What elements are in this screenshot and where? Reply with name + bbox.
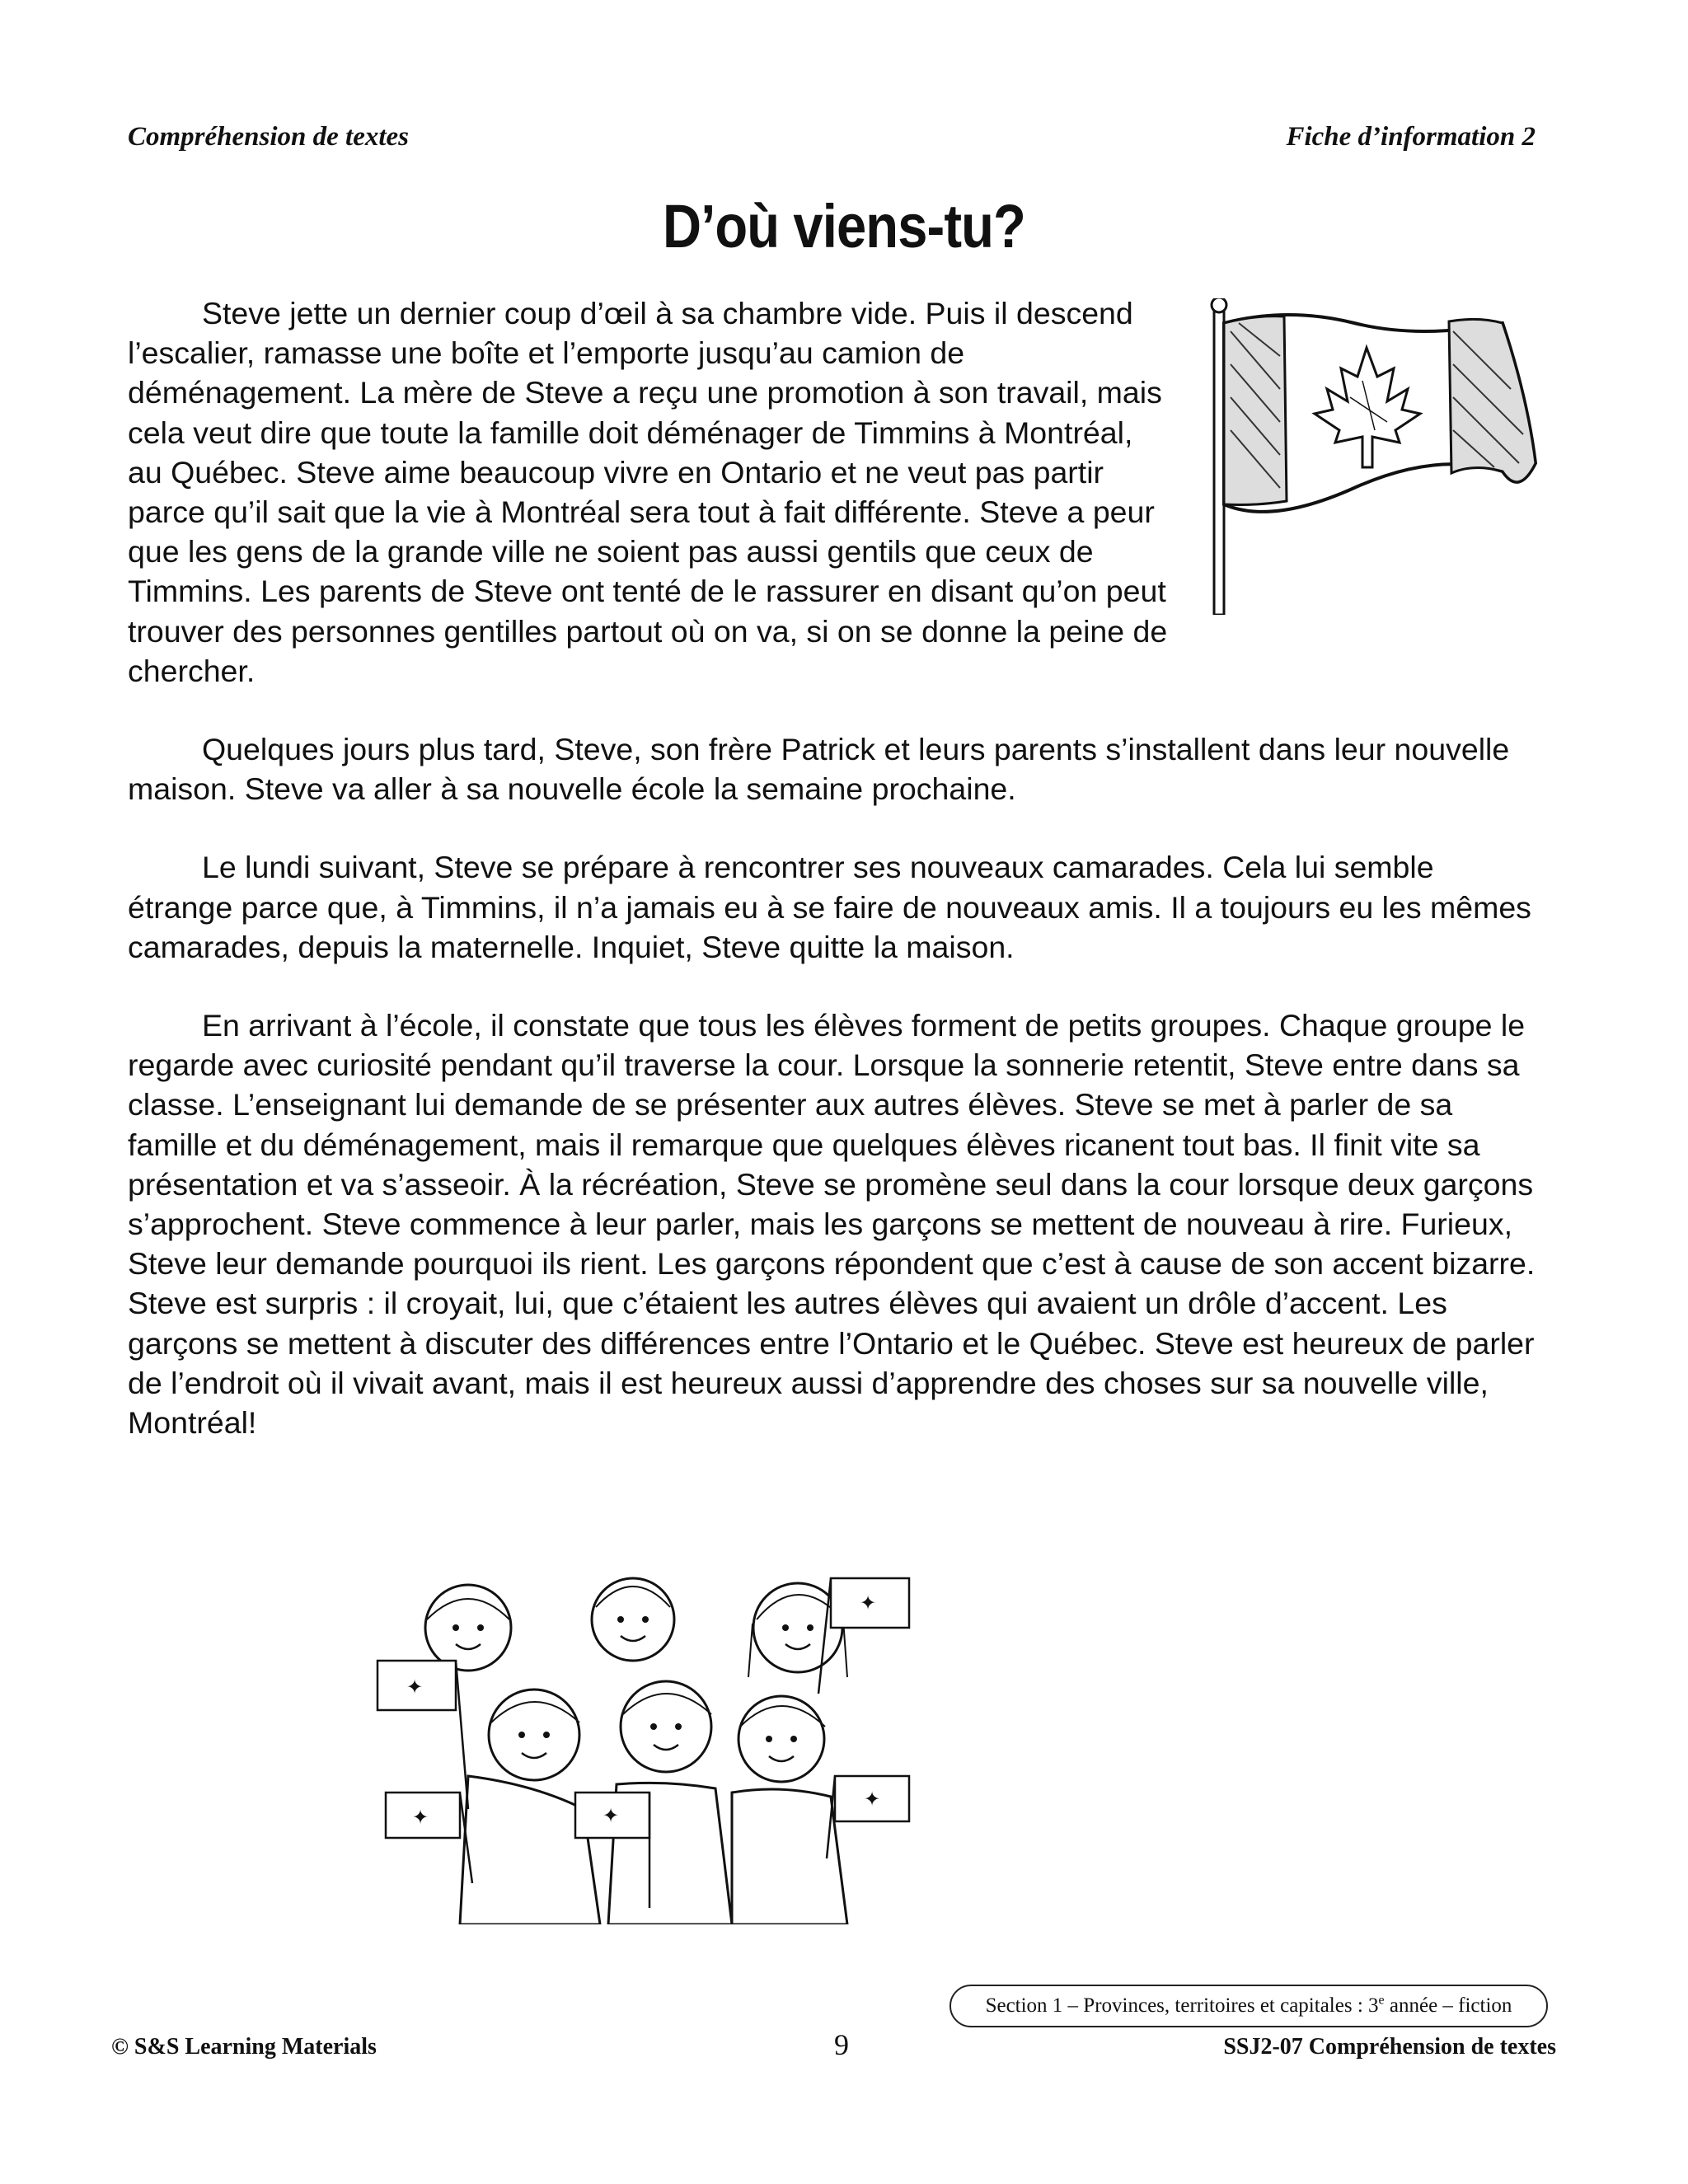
footer-copyright: © S&S Learning Materials: [111, 2034, 377, 2060]
story-text: [128, 293, 1545, 1481]
svg-text:✦: ✦: [864, 1788, 881, 1811]
svg-text:✦: ✦: [603, 1804, 620, 1827]
paragraph-4: En arrivant à l’école, il constate que tous les élèves forment de petits groupes. Chaque groupe le regarde avec curiosité pendant qu’il traverse la cour. Lorsque la sonnerie retentit, Steve entre dans sa classe. L’enseignant lui demande de se présenter aux autres élèves. Steve se met à parler de sa famille et du déménagement, mais il remarque que quelques élèves ricanent tout bas. Il finit vite sa présentation et va s’asseoir. À la récréation, Steve se promène seul dans la cour lorsque deux garçons s’approchent. Steve commence à leur parler, mais les garçons se mettent de nouveau à rire. Furieux, Steve leur demande pourquoi ils rient. Les garçons répondent que c’est à cause de son accent bizarre. Steve est surpris : il croyait, lui, que c’étaient les autres élèves qui avaient un drôle d’accent. Les garçons se mettent à discuter des différences entre l’Ontario et le Québec. Steve est heureux de parler de l’endroit où il vivait avant, mais il est heureux aussi d’apprendre des choses sur sa nouvelle ville, Montréal!: [128, 1008, 1536, 1441]
paragraph-2: Quelques jours plus tard, Steve, son frère Patrick et leurs parents s’installent dans leur nouvelle maison. Steve va aller à sa nouvelle école la semaine prochaine.: [128, 732, 1510, 807]
canada-flag-icon: [1189, 298, 1545, 615]
page-title: D’où viens-tu?: [663, 192, 1025, 260]
svg-text:✦: ✦: [860, 1591, 877, 1615]
paragraph-1: Steve jette un dernier coup d’œil à sa chambre vide. Puis il descend l’escalier, ramasse une boîte et l’emporte jusqu’au camion de déménagement. La mère de Steve a reçu une promotion à son travail, mais cela veut dire que toute la famille doit déménager de Timmins à Montréal, au Québec. Steve aime beaucoup vivre en Ontario et ne veut pas partir parce qu’il sait que la vie à Montréal sera tout à fait différente. Steve a peur que les gens de la grande ville ne soient pas aussi gentils que ceux de Timmins. Les parents de Steve ont tenté de le rassurer en disant qu’on peut trouver des personnes gentilles partout où on va, si on se donne la peine de chercher.: [128, 296, 1168, 688]
paragraph-3: Le lundi suivant, Steve se prépare à rencontrer ses nouveaux camarades. Cela lui semble étrange parce que, à Timmins, il n’a jamais eu à se faire de nouveaux amis. Il a toujours eu les mêmes camarades, depuis la maternelle. Inquiet, Steve quitte la maison.: [128, 850, 1531, 964]
header-right: Fiche d’information 2: [1286, 122, 1536, 152]
children-with-flags-illustration: [369, 1562, 913, 1924]
header-left: Compréhension de textes: [128, 122, 410, 152]
footer-series: SSJ2-07 Compréhension de textes: [1223, 2034, 1556, 2060]
svg-text:✦: ✦: [412, 1806, 429, 1829]
section-label: Section 1 – Provinces, territoires et capitales : 3e année – fiction: [950, 1985, 1548, 2027]
svg-text:✦: ✦: [406, 1675, 424, 1699]
page-number: 9: [834, 2028, 849, 2061]
